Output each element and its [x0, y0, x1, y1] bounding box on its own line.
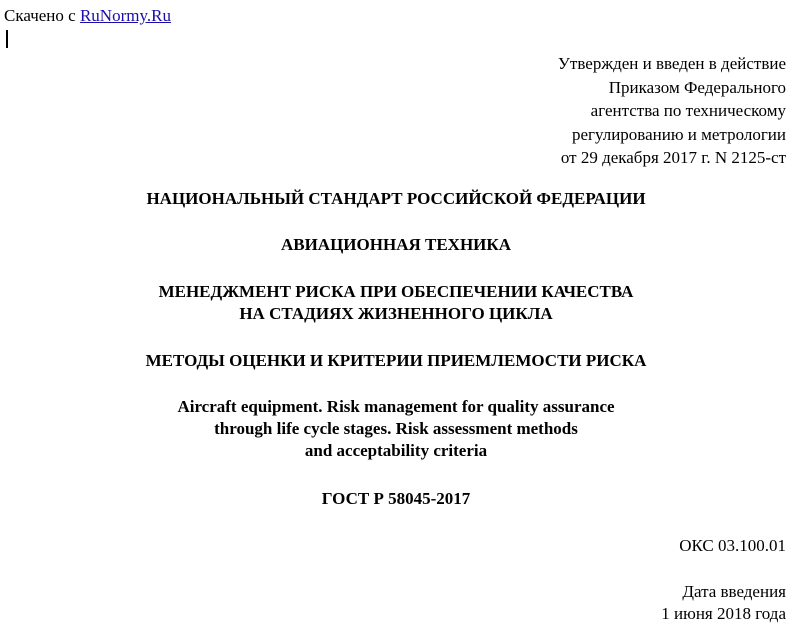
approval-line: регулированию и метрологии [571, 124, 786, 144]
approval-line: агентства по техническому [590, 101, 786, 120]
date-label: Дата введения [682, 582, 786, 601]
methods-heading: МЕТОДЫ ОЦЕНКИ И КРИТЕРИИ ПРИЕМЛЕМОСТИ РИСКА [145, 351, 647, 370]
oks-code: ОКС 03.100.01 [679, 536, 786, 555]
english-title-line-1: Aircraft equipment. Risk management for quality assurance [177, 397, 615, 416]
approval-block [558, 52, 786, 170]
introduction-date-block [661, 581, 786, 625]
approval-line: Приказом Федерального [608, 77, 786, 97]
national-standard-heading: НАЦИОНАЛЬНЫЙ СТАНДАРТ РОССИЙСКОЙ ФЕДЕРАЦИИ [146, 189, 646, 208]
aviation-heading: АВИАЦИОННАЯ ТЕХНИКА [280, 235, 512, 254]
approval-line: от 29 декабря 2017 г. N 2125-ст [560, 148, 786, 167]
risk-heading-line-2: НА СТАДИЯХ ЖИЗНЕННОГО ЦИКЛА [239, 304, 553, 323]
date-value: 1 июня 2018 года [661, 604, 786, 623]
english-title [0, 396, 792, 462]
approval-line: Утвержден и введен в действие [557, 54, 786, 73]
english-title-line-2: through life cycle stages. Risk assessment methods [214, 419, 578, 438]
text-cursor [6, 30, 8, 48]
downloaded-prefix: Скачено с [4, 6, 76, 25]
runormy-link[interactable]: RuNormy.Ru [79, 6, 171, 25]
risk-management-heading [0, 281, 792, 325]
downloaded-from-line [4, 6, 171, 26]
risk-heading-line-1: МЕНЕДЖМЕНТ РИСКА ПРИ ОБЕСПЕЧЕНИИ КАЧЕСТВА [158, 282, 634, 301]
gost-number: ГОСТ Р 58045-2017 [321, 489, 471, 508]
english-title-line-3: and acceptability criteria [304, 441, 488, 460]
